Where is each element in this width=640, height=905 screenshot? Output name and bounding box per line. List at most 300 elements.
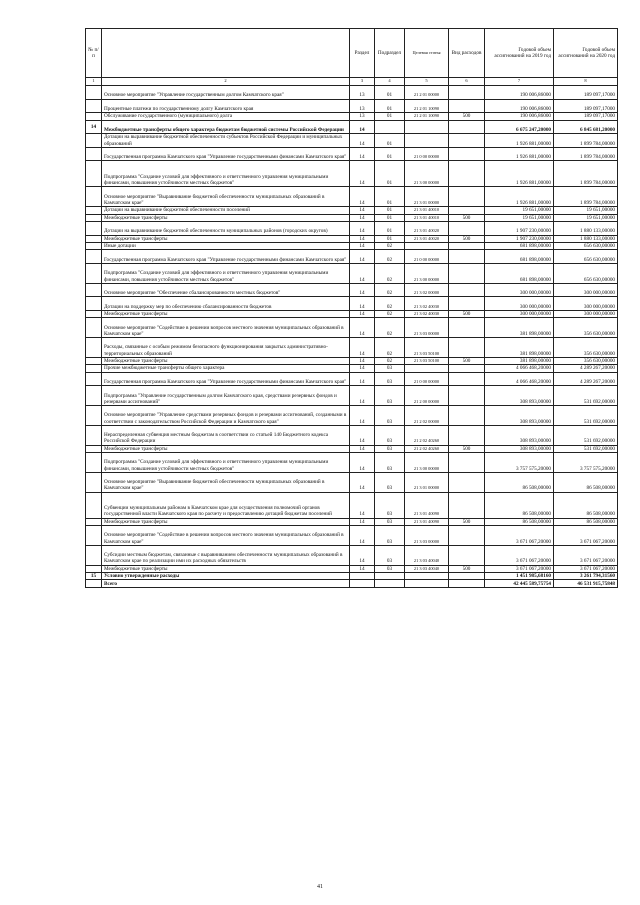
- item-name: Основное мероприятие "Обеспечение сбалансированности местных бюджетов": [102, 283, 350, 297]
- volume-2019: 308 893,00000: [485, 445, 554, 452]
- column-number: 3: [350, 78, 375, 86]
- volume-2019: 1 907 230,00000: [485, 221, 554, 235]
- volume-2020: 656 630,00000: [554, 250, 618, 264]
- table-row: [86, 580, 618, 587]
- volume-2019: 1 926 881,00000: [485, 161, 554, 187]
- volume-2019: 3 671 067,20000: [485, 526, 554, 546]
- expense-type-code: [449, 386, 485, 406]
- row-number: [86, 242, 102, 249]
- expense-type-code: [449, 580, 485, 587]
- item-name: Основное мероприятие "Содействие в решении вопросов местного значения муниципальных образований в Камчатском крае": [102, 318, 350, 338]
- volume-2019: 381 898,00000: [485, 357, 554, 364]
- column-number: 2: [102, 78, 350, 86]
- razdel-code: 13: [350, 86, 375, 100]
- podrazdel-code: 03: [375, 386, 405, 406]
- volume-2019: 190 006,86000: [485, 113, 554, 120]
- target-article-code: 21 3 01 00000: [405, 472, 449, 492]
- header-volume-2020: Годовой объем ассигнований на 2020 год: [554, 29, 618, 78]
- volume-2020: 189 097,17000: [554, 86, 618, 100]
- podrazdel-code: 02: [375, 318, 405, 338]
- podrazdel-code: 02: [375, 338, 405, 358]
- volume-2019: 308 893,00000: [485, 406, 554, 426]
- item-name: Условно утвержденные расходы: [102, 573, 350, 580]
- row-number: [86, 99, 102, 113]
- row-number: [86, 207, 102, 214]
- razdel-code: 14: [350, 250, 375, 264]
- header-expense-type: Вид расходов: [449, 29, 485, 78]
- volume-2019: 308 893,00000: [485, 425, 554, 445]
- volume-2019: 86 508,00000: [485, 492, 554, 518]
- row-number: [86, 425, 102, 445]
- table-row: [86, 445, 618, 452]
- podrazdel-code: 03: [375, 425, 405, 445]
- volume-2020: 3 261 794,31560: [554, 573, 618, 580]
- item-name: Государственная программа Камчатского края "Управление государственными финансами Камчатского края": [102, 147, 350, 161]
- volume-2019: 86 508,00000: [485, 472, 554, 492]
- target-article-code: 21 2 01 10090: [405, 113, 449, 120]
- item-name: Подпрограмма "Создание условий для эффективного и ответственного управления муниципальными финансами, повышения устойчивости местных бюджетов": [102, 263, 350, 283]
- volume-2020: 1 899 784,00000: [554, 134, 618, 148]
- item-name: Государственная программа Камчатского края "Управление государственными финансами Камчатского края": [102, 372, 350, 386]
- volume-2019: 681 898,00000: [485, 250, 554, 264]
- table-row: [86, 338, 618, 358]
- target-article-code: 21 0 00 00000: [405, 372, 449, 386]
- item-name: Иные дотации: [102, 242, 350, 249]
- target-article-code: 21 3 03 00000: [405, 318, 449, 338]
- podrazdel-code: 02: [375, 357, 405, 364]
- target-article-code: 21 3 03 50100: [405, 338, 449, 358]
- table-row: [86, 472, 618, 492]
- document-page: [85, 28, 615, 588]
- row-number: [86, 297, 102, 311]
- razdel-code: 14: [350, 357, 375, 364]
- table-row: [86, 318, 618, 338]
- header-volume-2019: Годовой объем ассигнований на 2019 год: [485, 29, 554, 78]
- target-article-code: 21 0 00 00000: [405, 147, 449, 161]
- expense-type-code: [449, 472, 485, 492]
- target-article-code: 21 3 01 40020: [405, 235, 449, 242]
- expense-type-code: [449, 297, 485, 311]
- razdel-code: 14: [350, 526, 375, 546]
- volume-2019: 300 000,00000: [485, 310, 554, 317]
- column-number: 4: [375, 78, 405, 86]
- table-row: [86, 372, 618, 386]
- header-razdel: Раздел: [350, 29, 375, 78]
- table-row: [86, 161, 618, 187]
- table-row: [86, 147, 618, 161]
- podrazdel-code: 02: [375, 242, 405, 249]
- row-number: [86, 187, 102, 207]
- row-number: [86, 221, 102, 235]
- row-number: [86, 580, 102, 587]
- target-article-code: [405, 134, 449, 148]
- podrazdel-code: 01: [375, 134, 405, 148]
- row-number: 14: [86, 120, 102, 134]
- podrazdel-code: 01: [375, 221, 405, 235]
- item-name: Основное мероприятие "Управление средствами резервных фондов и резервами ассигнований, созданными в соответствии с законодательством Российской Федерации и Камчатского края": [102, 406, 350, 426]
- volume-2020: 3 757 575,20000: [554, 453, 618, 473]
- target-article-code: 21 0 00 00000: [405, 250, 449, 264]
- target-article-code: 21 3 01 40090: [405, 518, 449, 525]
- table-row: [86, 386, 618, 406]
- podrazdel-code: 02: [375, 250, 405, 264]
- target-article-code: 21 3 02 40030: [405, 310, 449, 317]
- budget-table: [85, 28, 618, 588]
- volume-2020: 1 899 784,00000: [554, 147, 618, 161]
- razdel-code: 14: [350, 207, 375, 214]
- table-row: [86, 357, 618, 364]
- target-article-code: 21 3 01 00000: [405, 187, 449, 207]
- target-article-code: 21 2 02 00000: [405, 406, 449, 426]
- volume-2020: 19 651,00000: [554, 207, 618, 214]
- expense-type-code: [449, 161, 485, 187]
- table-row: [86, 545, 618, 565]
- table-row: [86, 113, 618, 120]
- table-row: [86, 526, 618, 546]
- volume-2020: 531 692,00000: [554, 406, 618, 426]
- volume-2019: 1 926 881,00000: [485, 187, 554, 207]
- volume-2019: 42 445 589,75754: [485, 580, 554, 587]
- target-article-code: 21 3 00 00000: [405, 161, 449, 187]
- table-body: [86, 86, 618, 588]
- item-name: Межбюджетные трансферты: [102, 518, 350, 525]
- expense-type-code: 500: [449, 445, 485, 452]
- volume-2019: 1 907 230,00000: [485, 235, 554, 242]
- expense-type-code: [449, 338, 485, 358]
- podrazdel-code: 02: [375, 263, 405, 283]
- table-row: [86, 492, 618, 518]
- volume-2020: 300 000,00000: [554, 283, 618, 297]
- item-name: Всего: [102, 580, 350, 587]
- item-name: Межбюджетные трансферты: [102, 235, 350, 242]
- target-article-code: 21 3 03 40040: [405, 565, 449, 572]
- target-article-code: [405, 573, 449, 580]
- item-name: Основное мероприятие "Содействие в решении вопросов местного значения муниципальных образований в Камчатском крае": [102, 526, 350, 546]
- podrazdel-code: 03: [375, 406, 405, 426]
- podrazdel-code: [375, 120, 405, 134]
- volume-2019: 190 006,86000: [485, 99, 554, 113]
- table-header-row: [86, 29, 618, 78]
- item-name: Подпрограмма "Создание условий для эффективного и ответственного управления муниципальными финансами, повышения устойчивости местных бюджетов": [102, 453, 350, 473]
- column-number: 6: [449, 78, 485, 86]
- table-row: [86, 406, 618, 426]
- target-article-code: 21 2 01 10090: [405, 99, 449, 113]
- target-article-code: 21 3 03 00000: [405, 526, 449, 546]
- column-number: 1: [86, 78, 102, 86]
- expense-type-code: 500: [449, 518, 485, 525]
- volume-2020: 1 899 784,00000: [554, 187, 618, 207]
- expense-type-code: [449, 283, 485, 297]
- volume-2019: 1 926 881,00000: [485, 134, 554, 148]
- expense-type-code: [449, 263, 485, 283]
- row-number: [86, 86, 102, 100]
- razdel-code: 14: [350, 242, 375, 249]
- volume-2020: 1 899 784,00000: [554, 161, 618, 187]
- target-article-code: 21 3 00 00000: [405, 453, 449, 473]
- razdel-code: [350, 580, 375, 587]
- razdel-code: 14: [350, 318, 375, 338]
- razdel-code: 14: [350, 365, 375, 372]
- item-name: Межбюджетные трансферты: [102, 357, 350, 364]
- razdel-code: 14: [350, 283, 375, 297]
- row-number: [86, 214, 102, 221]
- row-number: [86, 250, 102, 264]
- target-article-code: 21 3 01 40090: [405, 492, 449, 518]
- row-number: [86, 113, 102, 120]
- table-row: [86, 518, 618, 525]
- row-number: [86, 318, 102, 338]
- table-row: [86, 250, 618, 264]
- table-row: [86, 573, 618, 580]
- row-number: [86, 235, 102, 242]
- podrazdel-code: 03: [375, 372, 405, 386]
- volume-2020: 3 671 067,20000: [554, 565, 618, 572]
- target-article-code: 21 3 03 50100: [405, 357, 449, 364]
- razdel-code: 14: [350, 518, 375, 525]
- row-number: [86, 372, 102, 386]
- item-name: Субсидии местным бюджетам, связанные с выравниванием обеспеченности муниципальных образований в Камчатском крае по реализации ими их расходных обязательств: [102, 545, 350, 565]
- item-name: Обслуживание государственного (муниципального) долга: [102, 113, 350, 120]
- volume-2020: 300 000,00000: [554, 297, 618, 311]
- volume-2020: 86 508,00000: [554, 492, 618, 518]
- razdel-code: 14: [350, 425, 375, 445]
- expense-type-code: 500: [449, 357, 485, 364]
- row-number: [86, 518, 102, 525]
- razdel-code: 13: [350, 113, 375, 120]
- item-name: Межбюджетные трансферты: [102, 565, 350, 572]
- volume-2019: 308 893,00000: [485, 386, 554, 406]
- volume-2019: 300 000,00000: [485, 283, 554, 297]
- expense-type-code: [449, 492, 485, 518]
- razdel-code: 14: [350, 565, 375, 572]
- volume-2019: 3 671 067,20000: [485, 545, 554, 565]
- expense-type-code: [449, 242, 485, 249]
- volume-2019: 1 926 881,00000: [485, 147, 554, 161]
- table-row: [86, 310, 618, 317]
- podrazdel-code: 03: [375, 526, 405, 546]
- column-number: 8: [554, 78, 618, 86]
- volume-2019: 19 651,00000: [485, 214, 554, 221]
- item-name: Основное мероприятие "Управление государственным долгом Камчатского края": [102, 86, 350, 100]
- row-number: [86, 283, 102, 297]
- header-target-article: Целевая статья: [405, 29, 449, 78]
- razdel-code: 14: [350, 297, 375, 311]
- item-name: Межбюджетные трансферты: [102, 310, 350, 317]
- item-name: Расходы, связанные с особым режимом безопасного функционирования закрытых административно-территориальных образований: [102, 338, 350, 358]
- razdel-code: 14: [350, 372, 375, 386]
- podrazdel-code: 01: [375, 147, 405, 161]
- volume-2020: 189 097,17000: [554, 113, 618, 120]
- item-name: Дотации на поддержку мер по обеспечению сбалансированности бюджетов: [102, 297, 350, 311]
- expense-type-code: [449, 207, 485, 214]
- volume-2020: 1 880 133,00000: [554, 235, 618, 242]
- podrazdel-code: [375, 573, 405, 580]
- target-article-code: 21 3 02 00000: [405, 283, 449, 297]
- table-row: [86, 263, 618, 283]
- target-article-code: [405, 580, 449, 587]
- row-number: [86, 338, 102, 358]
- expense-type-code: [449, 250, 485, 264]
- volume-2020: 531 692,00000: [554, 445, 618, 452]
- volume-2020: 3 671 067,20000: [554, 545, 618, 565]
- volume-2019: 381 898,00000: [485, 318, 554, 338]
- expense-type-code: [449, 545, 485, 565]
- podrazdel-code: 03: [375, 518, 405, 525]
- volume-2020: 531 692,00000: [554, 425, 618, 445]
- podrazdel-code: 02: [375, 310, 405, 317]
- expense-type-code: [449, 86, 485, 100]
- table-row: [86, 297, 618, 311]
- table-row: [86, 283, 618, 297]
- podrazdel-code: 03: [375, 453, 405, 473]
- volume-2020: 4 289 267,20000: [554, 372, 618, 386]
- expense-type-code: 500: [449, 310, 485, 317]
- item-name: Подпрограмма "Управление государственным долгом Камчатского края, средствами резервных фондов и резервами ассигнований": [102, 386, 350, 406]
- row-number: [86, 445, 102, 452]
- row-number: [86, 453, 102, 473]
- item-name: Государственная программа Камчатского края "Управление государственными финансами Камчатского края": [102, 250, 350, 264]
- expense-type-code: [449, 526, 485, 546]
- volume-2019: 300 000,00000: [485, 297, 554, 311]
- razdel-code: 13: [350, 99, 375, 113]
- razdel-code: 14: [350, 187, 375, 207]
- header-name: [102, 29, 350, 78]
- razdel-code: 14: [350, 310, 375, 317]
- row-number: [86, 406, 102, 426]
- razdel-code: 14: [350, 120, 375, 134]
- razdel-code: 14: [350, 221, 375, 235]
- header-no: № п/п: [86, 29, 102, 78]
- target-article-code: 21 3 03 40040: [405, 545, 449, 565]
- volume-2020: 86 508,00000: [554, 472, 618, 492]
- podrazdel-code: 03: [375, 445, 405, 452]
- header-podrazdel: Подраздел: [375, 29, 405, 78]
- target-article-code: 21 3 02 40030: [405, 297, 449, 311]
- item-name: Нераспределенная субвенция местным бюджетам в соответствии со статьей 140 Бюджетного кодекса Российской Федерации: [102, 425, 350, 445]
- volume-2020: 1 880 133,00000: [554, 221, 618, 235]
- volume-2020: 356 630,00000: [554, 357, 618, 364]
- razdel-code: 14: [350, 492, 375, 518]
- item-name: Прочие межбюджетные трансферты общего характера: [102, 365, 350, 372]
- podrazdel-code: 01: [375, 86, 405, 100]
- razdel-code: 14: [350, 453, 375, 473]
- volume-2019: 86 508,00000: [485, 518, 554, 525]
- podrazdel-code: 02: [375, 297, 405, 311]
- table-row: [86, 221, 618, 235]
- row-number: [86, 492, 102, 518]
- volume-2020: 300 000,00000: [554, 310, 618, 317]
- row-number: [86, 365, 102, 372]
- table-row: [86, 99, 618, 113]
- item-name: Дотации на выравнивание бюджетной обеспеченности муниципальных районов (городских округов): [102, 221, 350, 235]
- item-name: Процентные платежи по государственному долгу Камчатского края: [102, 99, 350, 113]
- razdel-code: 14: [350, 445, 375, 452]
- row-number: [86, 161, 102, 187]
- expense-type-code: [449, 221, 485, 235]
- expense-type-code: [449, 187, 485, 207]
- table-row: [86, 187, 618, 207]
- expense-type-code: 500: [449, 113, 485, 120]
- target-article-code: 21 2 01 00000: [405, 86, 449, 100]
- volume-2020: 531 692,00000: [554, 386, 618, 406]
- column-number: 7: [485, 78, 554, 86]
- item-name: Субвенции муниципальным районам в Камчатском крае для осуществления полномочий органов государственной власти Камчатского края по расчету и предоставлению дотаций бюджетам поселений: [102, 492, 350, 518]
- table-row: [86, 242, 618, 249]
- item-name: Дотации на выравнивание бюджетной обеспеченности поселений: [102, 207, 350, 214]
- table-row: [86, 120, 618, 134]
- volume-2020: 656 630,00000: [554, 263, 618, 283]
- row-number: [86, 134, 102, 148]
- target-article-code: 21 3 01 40010: [405, 214, 449, 221]
- podrazdel-code: 01: [375, 161, 405, 187]
- razdel-code: 14: [350, 134, 375, 148]
- row-number: [86, 147, 102, 161]
- podrazdel-code: 01: [375, 187, 405, 207]
- volume-2019: 3 757 575,20000: [485, 453, 554, 473]
- expense-type-code: [449, 134, 485, 148]
- table-row: [86, 565, 618, 572]
- item-name: Межбюджетные трансферты: [102, 214, 350, 221]
- volume-2019: 190 006,86000: [485, 86, 554, 100]
- table-row: [86, 235, 618, 242]
- row-number: [86, 310, 102, 317]
- column-number-row: [86, 78, 618, 86]
- volume-2020: 46 531 915,75848: [554, 580, 618, 587]
- item-name: Основное мероприятие "Выравнивание бюджетной обеспеченности муниципальных образований в Камчатском крае": [102, 187, 350, 207]
- target-article-code: 21 3 01 40010: [405, 207, 449, 214]
- table-row: [86, 214, 618, 221]
- row-number: [86, 565, 102, 572]
- volume-2020: 4 289 267,20000: [554, 365, 618, 372]
- volume-2019: 3 671 067,20000: [485, 565, 554, 572]
- podrazdel-code: 01: [375, 207, 405, 214]
- volume-2020: 19 651,00000: [554, 214, 618, 221]
- item-name: Основное мероприятие "Выравнивание бюджетной обеспеченности муниципальных образований в Камчатском крае": [102, 472, 350, 492]
- podrazdel-code: 03: [375, 545, 405, 565]
- row-number: [86, 472, 102, 492]
- razdel-code: 14: [350, 161, 375, 187]
- podrazdel-code: 03: [375, 365, 405, 372]
- row-number: [86, 357, 102, 364]
- expense-type-code: [449, 453, 485, 473]
- item-name: Межбюджетные трансферты: [102, 445, 350, 452]
- table-row: [86, 207, 618, 214]
- item-name: Межбюджетные трансферты общего характера бюджетам бюджетной системы Российской Федерации: [102, 120, 350, 134]
- volume-2019: 381 898,00000: [485, 338, 554, 358]
- podrazdel-code: 03: [375, 565, 405, 572]
- row-number: [86, 263, 102, 283]
- target-article-code: [405, 365, 449, 372]
- podrazdel-code: 01: [375, 99, 405, 113]
- razdel-code: 14: [350, 386, 375, 406]
- target-article-code: [405, 120, 449, 134]
- expense-type-code: [449, 573, 485, 580]
- target-article-code: 21 2 00 00000: [405, 386, 449, 406]
- volume-2019: 19 651,00000: [485, 207, 554, 214]
- volume-2020: 86 508,00000: [554, 518, 618, 525]
- expense-type-code: [449, 425, 485, 445]
- volume-2019: 4 066 468,20000: [485, 372, 554, 386]
- podrazdel-code: 01: [375, 113, 405, 120]
- volume-2019: 681 898,00000: [485, 263, 554, 283]
- table-row: [86, 453, 618, 473]
- expense-type-code: [449, 147, 485, 161]
- razdel-code: 14: [350, 235, 375, 242]
- page-number: 41: [317, 884, 323, 890]
- volume-2020: 356 630,00000: [554, 318, 618, 338]
- expense-type-code: [449, 406, 485, 426]
- expense-type-code: 500: [449, 565, 485, 572]
